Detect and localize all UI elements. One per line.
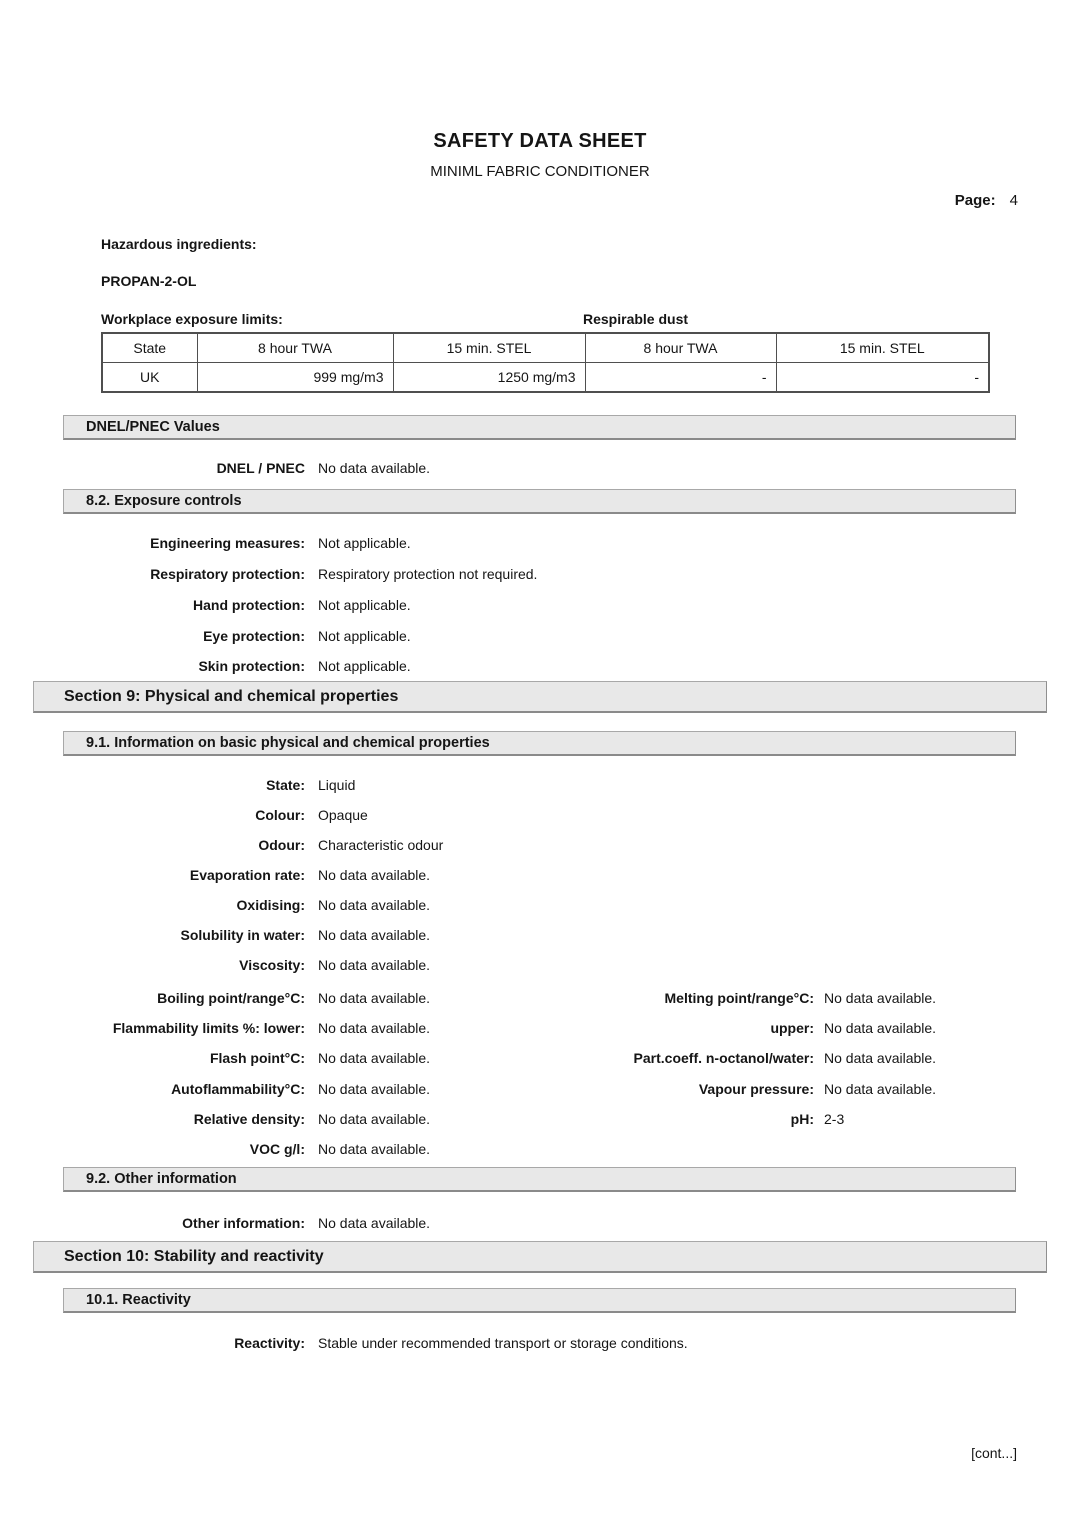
hazardous-ingredients-heading: Hazardous ingredients:	[101, 236, 257, 252]
page-label: Page:	[954, 192, 996, 209]
section9-2-banner: 9.2. Other information	[63, 1167, 1016, 1192]
viscosity-row	[0, 957, 1080, 977]
odour-row	[0, 837, 1080, 857]
table-cell-state: UK	[102, 363, 197, 393]
state-label: State:	[266, 777, 305, 793]
table-cell-stel-dust: -	[776, 363, 989, 393]
doc-subtitle: MINIML FABRIC CONDITIONER	[430, 163, 650, 180]
flash-point-value: No data available.	[318, 1050, 431, 1066]
oxidising-value: No data available.	[318, 897, 431, 913]
dnel-pnec-banner: DNEL/PNEC Values	[63, 415, 1016, 440]
colour-row	[0, 807, 1080, 827]
solubility-value: No data available.	[318, 927, 431, 943]
reactivity-value: Stable under recommended transport or storage conditions.	[318, 1335, 688, 1351]
section10-1-banner: 10.1. Reactivity	[63, 1288, 1016, 1313]
table-header-15min-stel: 15 min. STEL	[393, 333, 585, 363]
hand-protection-row	[0, 597, 1080, 617]
reactivity-row	[0, 1335, 1080, 1355]
flammability-upper-value: No data available.	[824, 1020, 937, 1036]
substance-name: PROPAN-2-OL	[101, 273, 197, 289]
table-header-8hr-twa-dust: 8 hour TWA	[585, 333, 776, 363]
voc-value: No data available.	[318, 1141, 431, 1157]
solubility-label: Solubility in water:	[180, 927, 305, 943]
relative-density-label: Relative density:	[193, 1111, 305, 1127]
hand-protection-label: Hand protection:	[193, 597, 305, 613]
dnel-pnec-value: No data available.	[318, 460, 431, 476]
evaporation-rate-value: No data available.	[318, 867, 431, 883]
dnel-pnec-label: DNEL / PNEC	[216, 460, 305, 476]
table-cell-stel: 1250 mg/m3	[393, 363, 585, 393]
boiling-point-label: Boiling point/range°C:	[157, 990, 305, 1006]
viscosity-label: Viscosity:	[239, 957, 305, 973]
melting-point-label: Melting point/range°C:	[664, 990, 814, 1006]
workplace-exposure-limits-label: Workplace exposure limits:	[101, 311, 283, 327]
odour-value: Characteristic odour	[318, 837, 444, 853]
continued-marker: [cont...]	[971, 1445, 1017, 1461]
skin-protection-label: Skin protection:	[198, 658, 305, 674]
respirable-dust-label: Respirable dust	[583, 311, 689, 327]
table-header-15min-stel-dust: 15 min. STEL	[776, 333, 989, 363]
autoflammability-label: Autoflammability°C:	[171, 1081, 305, 1097]
table-header-8hr-twa: 8 hour TWA	[197, 333, 393, 363]
viscosity-value: No data available.	[318, 957, 431, 973]
eye-protection-label: Eye protection:	[203, 628, 305, 644]
exposure-limits-table	[101, 332, 990, 393]
reactivity-label: Reactivity:	[234, 1335, 305, 1351]
part-coeff-label: Part.coeff. n-octanol/water:	[633, 1050, 814, 1066]
engineering-measures-value: Not applicable.	[318, 535, 411, 551]
section10-banner: Section 10: Stability and reactivity	[33, 1241, 1047, 1273]
skin-protection-value: Not applicable.	[318, 658, 411, 674]
odour-label: Odour:	[258, 837, 305, 853]
doc-title: SAFETY DATA SHEET	[433, 130, 647, 152]
solubility-row	[0, 927, 1080, 947]
table-cell-twa-dust: -	[585, 363, 776, 393]
flammability-lower-value: No data available.	[318, 1020, 431, 1036]
state-value: Liquid	[318, 777, 356, 793]
vapour-pressure-label: Vapour pressure:	[698, 1081, 814, 1097]
page-number: 4	[1009, 192, 1018, 209]
flammability-row	[0, 1020, 1080, 1040]
other-information-row	[0, 1215, 1080, 1235]
other-information-label: Other information:	[182, 1215, 305, 1231]
voc-row	[0, 1141, 1080, 1161]
state-row	[0, 777, 1080, 797]
table-cell-twa: 999 mg/m3	[197, 363, 393, 393]
colour-value: Opaque	[318, 807, 368, 823]
colour-label: Colour:	[255, 807, 305, 823]
eye-protection-row	[0, 628, 1080, 648]
dnel-pnec-row	[0, 460, 1080, 480]
engineering-measures-row	[0, 535, 1080, 555]
section9-1-banner: 9.1. Information on basic physical and chemical properties	[63, 731, 1016, 756]
respiratory-protection-row	[0, 566, 1080, 586]
respiratory-protection-label: Respiratory protection:	[150, 566, 305, 582]
evaporation-rate-row	[0, 867, 1080, 887]
section9-banner: Section 9: Physical and chemical properties	[33, 681, 1047, 713]
oxidising-row	[0, 897, 1080, 917]
density-ph-row	[0, 1111, 1080, 1131]
vapour-pressure-value: No data available.	[824, 1081, 937, 1097]
autoflammability-vapour-row	[0, 1081, 1080, 1101]
relative-density-value: No data available.	[318, 1111, 431, 1127]
evaporation-rate-label: Evaporation rate:	[189, 867, 305, 883]
other-information-value: No data available.	[318, 1215, 431, 1231]
oxidising-label: Oxidising:	[236, 897, 305, 913]
ph-label: pH:	[790, 1111, 814, 1127]
melting-point-value: No data available.	[824, 990, 937, 1006]
part-coeff-value: No data available.	[824, 1050, 937, 1066]
page-indicator	[0, 192, 1018, 209]
ph-value: 2-3	[824, 1111, 845, 1127]
engineering-measures-label: Engineering measures:	[150, 535, 305, 551]
table-header-state: State	[102, 333, 197, 363]
exposure-controls-banner: 8.2. Exposure controls	[63, 489, 1016, 514]
hand-protection-value: Not applicable.	[318, 597, 411, 613]
boiling-melting-row	[0, 990, 1080, 1010]
flash-point-label: Flash point°C:	[209, 1050, 305, 1066]
flammability-upper-label: upper:	[770, 1020, 814, 1036]
voc-label: VOC g/l:	[249, 1141, 305, 1157]
skin-protection-row	[0, 658, 1080, 678]
boiling-point-value: No data available.	[318, 990, 431, 1006]
respiratory-protection-value: Respiratory protection not required.	[318, 566, 538, 582]
flashpoint-partcoeff-row	[0, 1050, 1080, 1070]
autoflammability-value: No data available.	[318, 1081, 431, 1097]
flammability-lower-label: Flammability limits %: lower:	[112, 1020, 305, 1036]
eye-protection-value: Not applicable.	[318, 628, 411, 644]
